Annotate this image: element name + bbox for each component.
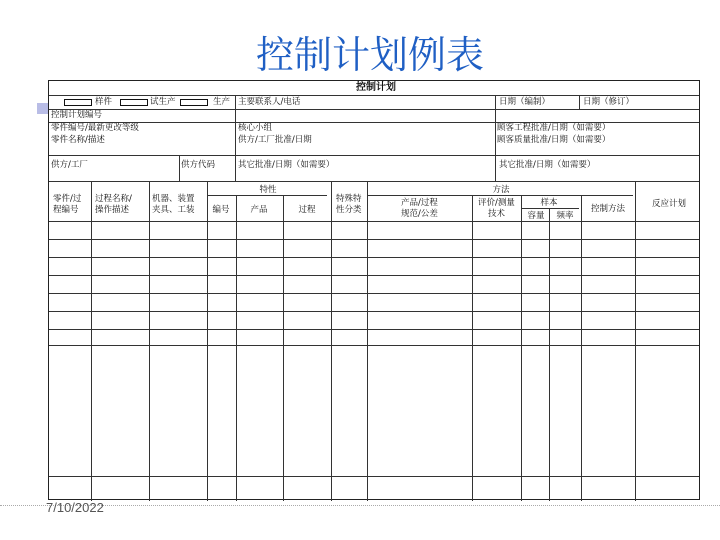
table-row-divider — [49, 329, 699, 330]
table-row-divider — [49, 345, 699, 346]
col-special: 特殊特 — [336, 194, 362, 204]
footer-rule — [0, 505, 720, 506]
col-process-name-2: 操作描述 — [95, 205, 130, 215]
rule — [235, 95, 236, 181]
part-name-label: 零件名称/描述 — [51, 135, 105, 145]
col-eval: 评价/测量 — [478, 198, 515, 208]
rule — [91, 181, 92, 501]
col-spec: 产品/过程 — [401, 198, 438, 208]
rule — [49, 155, 699, 156]
table-row-divider — [49, 257, 699, 258]
col-machine: 机器、装置 — [152, 194, 195, 204]
table-row-divider — [49, 293, 699, 294]
rule — [149, 181, 150, 501]
slide-date: 7/10/2022 — [46, 500, 104, 515]
table-row-divider — [49, 275, 699, 276]
checkbox-prelaunch[interactable] — [120, 99, 148, 106]
plan-number-label: 控制计划编号 — [51, 110, 103, 120]
rule — [49, 95, 699, 96]
table-row-divider — [49, 476, 699, 477]
rule — [581, 195, 582, 501]
rule — [49, 122, 699, 123]
rule — [236, 195, 237, 501]
col-reaction-plan: 反应计划 — [651, 199, 687, 209]
col-char-no: 编号 — [212, 205, 230, 215]
rule — [207, 195, 327, 196]
other-approval-1-label: 其它批准/日期（如需要） — [238, 160, 335, 170]
col-char-process: 过程 — [298, 205, 316, 215]
date-orig-label: 日期（编制） — [499, 97, 551, 107]
rule — [549, 208, 550, 501]
option-prototype-label: 样件 — [95, 97, 113, 107]
supplier-label: 供方/工厂 — [51, 160, 88, 170]
supplier-code-label: 供方代码 — [181, 160, 216, 170]
rule — [521, 208, 579, 209]
rule — [579, 95, 580, 109]
rule — [635, 181, 636, 501]
col-method: 方法 — [492, 185, 510, 195]
customer-quality-label: 顾客质量批准/日期（如需要） — [497, 135, 611, 145]
part-number-label: 零件编号/最新更改等级 — [51, 123, 139, 133]
col-char-product: 产品 — [250, 205, 268, 215]
rule — [179, 155, 180, 181]
col-eval-2: 技术 — [488, 209, 506, 219]
rule — [331, 181, 332, 501]
core-team-label: 核心小组 — [238, 123, 273, 133]
rule — [367, 181, 368, 501]
col-process-name: 过程名称/ — [95, 194, 132, 204]
table-row-divider — [49, 311, 699, 312]
checkbox-prototype[interactable] — [64, 99, 92, 106]
supplier-approval-label: 供方/工厂批准/日期 — [238, 135, 312, 145]
rule — [367, 195, 633, 196]
col-control-method: 控制方法 — [590, 204, 626, 214]
col-special-2: 性分类 — [336, 205, 362, 215]
other-approval-2-label: 其它批准/日期（如需要） — [499, 160, 596, 170]
rule — [207, 181, 208, 501]
option-production-label: 生产 — [213, 97, 231, 107]
key-contact-label: 主要联系人/电话 — [238, 97, 301, 107]
rule — [495, 95, 496, 181]
rule — [472, 195, 473, 501]
col-part-no: 零件/过 — [53, 194, 82, 204]
option-prelaunch-label: 试生产 — [150, 97, 176, 107]
col-part-no-2: 程编号 — [53, 205, 79, 215]
bullet-square — [37, 103, 48, 114]
checkbox-production[interactable] — [180, 99, 208, 106]
control-plan-form — [48, 80, 700, 500]
rule — [283, 195, 284, 501]
customer-eng-label: 顾客工程批准/日期（如需要） — [497, 123, 611, 133]
rule — [49, 181, 699, 182]
table-row-divider — [49, 239, 699, 240]
date-rev-label: 日期（修订） — [583, 97, 635, 107]
col-sample-freq: 频率 — [556, 211, 574, 221]
rule — [49, 221, 699, 222]
col-sample-size: 容量 — [527, 211, 545, 221]
col-machine-2: 夹具、工装 — [152, 205, 195, 215]
col-sample: 样本 — [540, 198, 558, 208]
col-spec-2: 规范/公差 — [401, 209, 438, 219]
rule — [49, 109, 699, 110]
rule — [521, 195, 522, 501]
col-characteristics: 特性 — [259, 185, 277, 195]
form-title: 控制计划 — [356, 82, 396, 93]
slide-title: 控制计划例表 — [255, 33, 484, 77]
